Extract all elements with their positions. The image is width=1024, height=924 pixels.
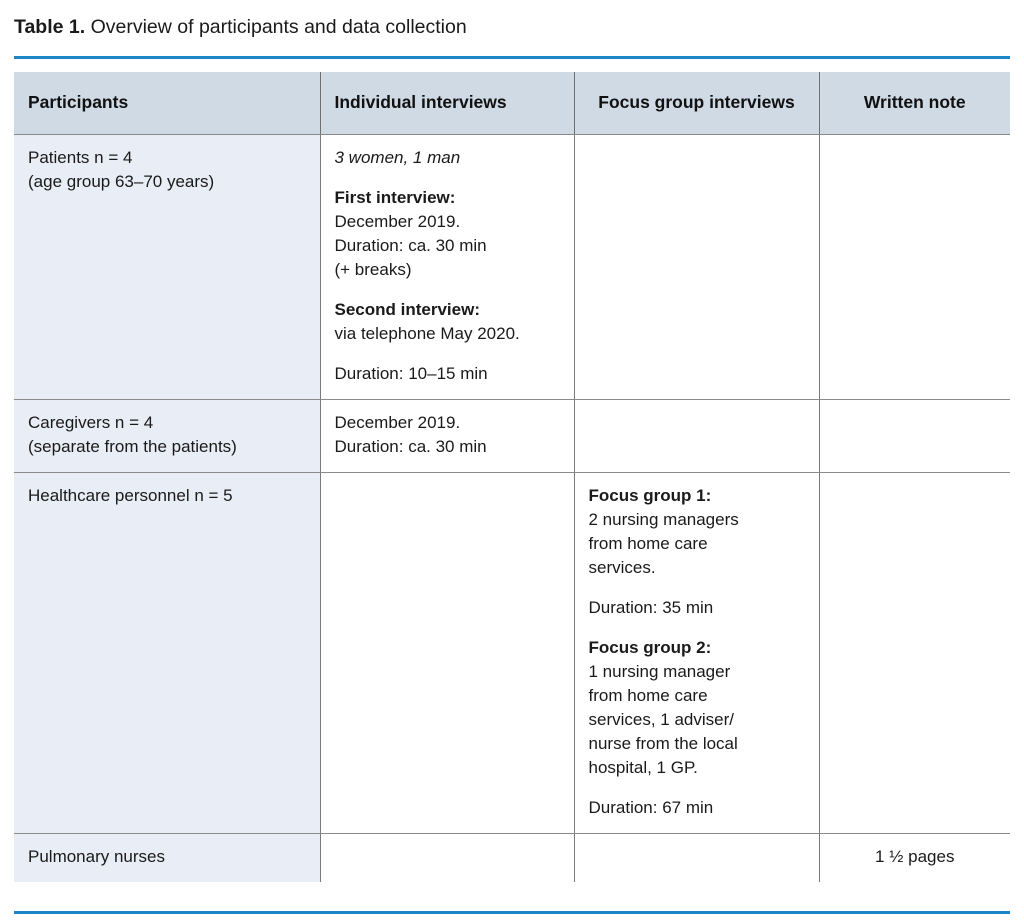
cell-written-note-pulmonary-nurses: 1 ½ pages bbox=[819, 833, 1010, 882]
cell-focus-group-pulmonary-nurses bbox=[574, 833, 819, 882]
second-interview-duration: Duration: 10–15 min bbox=[334, 363, 488, 383]
table-row bbox=[14, 399, 1010, 472]
cell-focus-group-healthcare-personnel bbox=[574, 472, 819, 833]
participants-line-1: Healthcare personnel n = 5 bbox=[28, 485, 233, 505]
cell-written-note-caregivers bbox=[819, 399, 1010, 472]
focus-group-1-line-1: 2 nursing managers bbox=[588, 509, 739, 529]
first-interview-label: First interview: bbox=[334, 187, 456, 207]
column-header-written-note: Written note bbox=[819, 72, 1010, 134]
cell-written-note-patients bbox=[819, 134, 1010, 399]
cell-participants-patients bbox=[14, 134, 320, 399]
focus-group-2-duration: Duration: 67 min bbox=[588, 797, 714, 817]
focus-group-2-duration-block bbox=[589, 796, 805, 820]
focus-group-2-block bbox=[589, 636, 805, 780]
second-interview-mode: via telephone May 2020. bbox=[334, 323, 520, 343]
cell-written-note-healthcare-personnel bbox=[819, 472, 1010, 833]
table-caption-text: Overview of participants and data collection bbox=[85, 16, 467, 38]
cell-participants-pulmonary-nurses bbox=[14, 833, 320, 882]
table-row bbox=[14, 134, 1010, 399]
bottom-rule bbox=[14, 911, 1010, 914]
participants-line-1: Caregivers n = 4 bbox=[28, 412, 154, 432]
gender-note-block bbox=[335, 146, 560, 170]
focus-group-1-label: Focus group 1: bbox=[588, 485, 712, 505]
cell-individual-interviews-patients bbox=[320, 134, 574, 399]
gender-note: 3 women, 1 man bbox=[334, 147, 461, 167]
first-interview-block bbox=[335, 186, 560, 282]
first-interview-date: December 2019. bbox=[334, 211, 461, 231]
table-header bbox=[14, 72, 1010, 134]
participants-line-1: Patients n = 4 bbox=[28, 147, 133, 167]
table-body bbox=[14, 134, 1010, 882]
focus-group-2-line-2: from home care bbox=[588, 685, 708, 705]
top-rule bbox=[14, 56, 1010, 59]
focus-group-1-duration-block bbox=[589, 596, 805, 620]
second-interview-label: Second interview: bbox=[334, 299, 480, 319]
caregiver-interview-date: December 2019. bbox=[334, 412, 461, 432]
column-header-individual-interviews: Individual interviews bbox=[320, 72, 574, 134]
first-interview-breaks: (+ breaks) bbox=[334, 259, 412, 279]
cell-participants-healthcare-personnel bbox=[14, 472, 320, 833]
table-header-row bbox=[14, 72, 1010, 134]
focus-group-1-duration: Duration: 35 min bbox=[588, 597, 714, 617]
cell-focus-group-caregivers bbox=[574, 399, 819, 472]
cell-participants-caregivers bbox=[14, 399, 320, 472]
table-row bbox=[14, 833, 1010, 882]
focus-group-2-line-5: hospital, 1 GP. bbox=[588, 757, 698, 777]
table-caption-label: Table 1. bbox=[14, 16, 86, 38]
second-interview-block bbox=[335, 298, 560, 346]
cell-focus-group-patients bbox=[574, 134, 819, 399]
data-table-wrapper bbox=[14, 72, 1010, 882]
focus-group-1-block bbox=[589, 484, 805, 580]
first-interview-duration: Duration: ca. 30 min bbox=[334, 235, 487, 255]
focus-group-1-line-3: services. bbox=[588, 557, 656, 577]
table-caption bbox=[14, 14, 467, 40]
cell-individual-interviews-pulmonary-nurses bbox=[320, 833, 574, 882]
cell-individual-interviews-healthcare-personnel bbox=[320, 472, 574, 833]
data-table bbox=[14, 72, 1010, 882]
second-interview-duration-block bbox=[335, 362, 560, 386]
focus-group-1-line-2: from home care bbox=[588, 533, 708, 553]
participants-line-2: (age group 63–70 years) bbox=[28, 171, 215, 191]
caregiver-interview-duration: Duration: ca. 30 min bbox=[334, 436, 487, 456]
focus-group-2-label: Focus group 2: bbox=[588, 637, 712, 657]
column-header-focus-group-interviews: Focus group interviews bbox=[574, 72, 819, 134]
focus-group-2-line-3: services, 1 adviser/ bbox=[588, 709, 734, 729]
participants-line-2: (separate from the patients) bbox=[28, 436, 237, 456]
participants-line-1: Pulmonary nurses bbox=[28, 846, 166, 866]
table-row bbox=[14, 472, 1010, 833]
column-header-participants: Participants bbox=[14, 72, 320, 134]
focus-group-2-line-1: 1 nursing manager bbox=[588, 661, 731, 681]
focus-group-2-line-4: nurse from the local bbox=[588, 733, 738, 753]
cell-individual-interviews-caregivers bbox=[320, 399, 574, 472]
